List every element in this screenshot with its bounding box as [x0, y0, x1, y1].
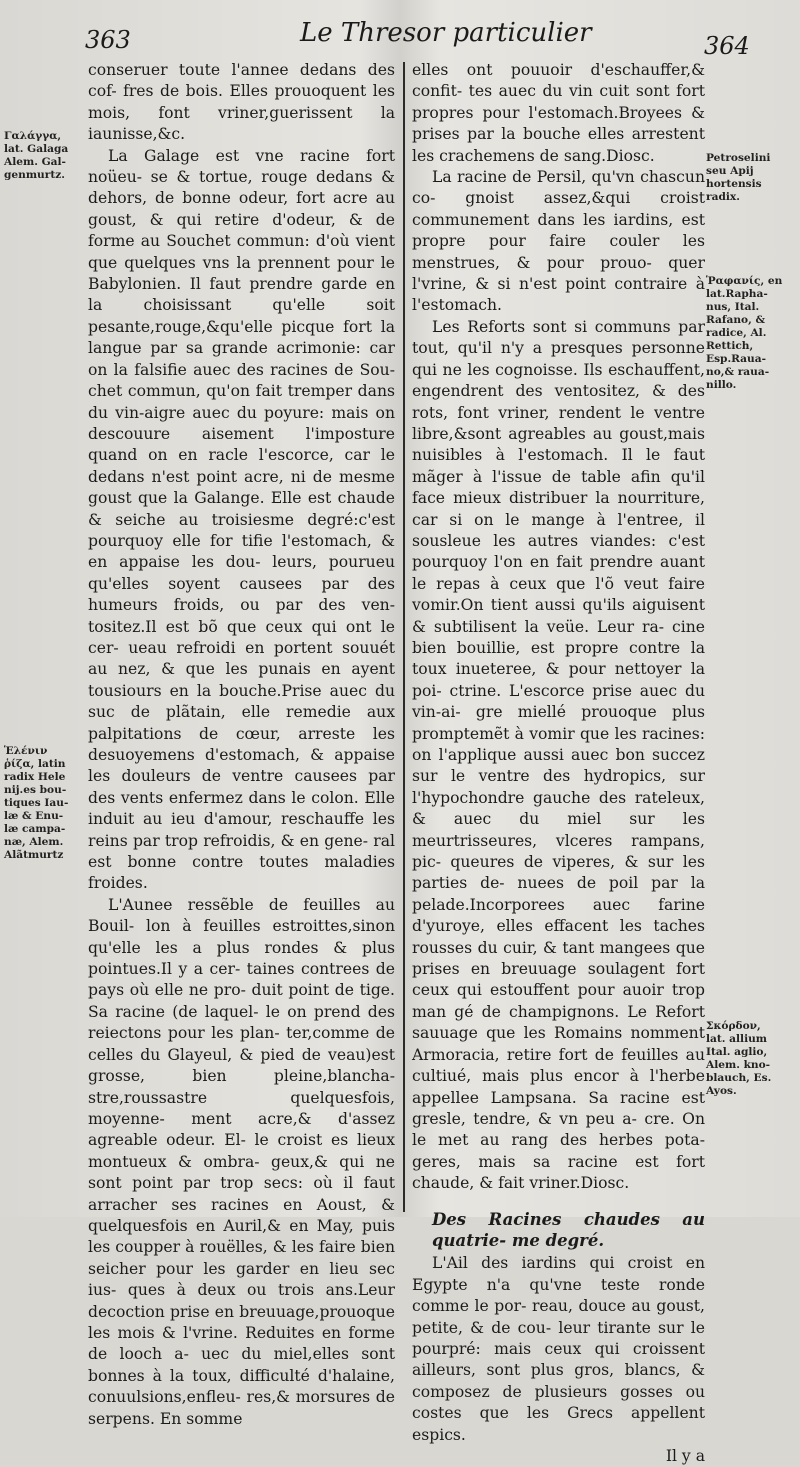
running-title: Le Thresor particulier [300, 18, 592, 48]
margin-note-ail [706, 1020, 786, 1098]
paragraph: conseruer toute l'annee dedans des cof- fres de bois. Elles prouoquent les mois, font vriner,guerissent la iaunisse,&c. [88, 61, 395, 144]
margin-line: Ῥαφανίς, en [706, 275, 783, 287]
margin-line: hortensis [706, 178, 762, 190]
margin-line: Alãtmurtz [4, 849, 64, 861]
running-header [0, 14, 800, 60]
margin-note-refort [706, 275, 786, 392]
margin-line: no,& raua- [706, 366, 770, 378]
margin-line: ῥίζα, latin [4, 758, 66, 770]
margin-line: Rafano, & [706, 314, 766, 326]
margin-line: Alem. kno- [706, 1059, 771, 1071]
paragraph: elles ont pouuoir d'eschauffer,& confit- tes auec du vin cuit sont fort propres pour l'estomach.Broyees & prises par la bouche elles arrestent les crachemens de sang.Diosc. [412, 61, 705, 165]
margin-line: næ, Alem. [4, 836, 64, 848]
margin-line: nus, Ital. [706, 301, 760, 313]
margin-line: seu Apij [706, 165, 754, 177]
margin-line: Ital. aglio, [706, 1046, 768, 1058]
margin-line: Rettich, [706, 340, 754, 352]
margin-line: radix. [706, 191, 740, 203]
margin-line: Petroselini [706, 152, 771, 164]
section-heading: Des Racines chaudes au quatrie- me degré. [432, 1209, 705, 1250]
catchword: Il y a [665, 1447, 705, 1465]
right-column [412, 60, 705, 1467]
margin-line: radice, Al. [706, 327, 767, 339]
margin-line: læ campa- [4, 823, 66, 835]
margin-line: Σκόρδον, [706, 1020, 761, 1032]
left-column [88, 60, 395, 1430]
margin-line: læ & Enu- [4, 810, 64, 822]
margin-line: tiques Iau- [4, 797, 69, 809]
margin-line: genmurtz. [4, 169, 65, 181]
margin-note-aunee [4, 745, 82, 862]
margin-line: lat. allium [706, 1033, 768, 1045]
page-number-right: 364 [704, 32, 750, 60]
margin-line: Alem. Gal- [4, 156, 66, 168]
margin-line: blauch, Es. [706, 1072, 772, 1084]
paragraph: L'Ail des iardins qui croist en Egypte n'a qu'vne teste ronde comme le por- reau, douce au goust, petite, & de cou- leur tirante sur le pourpré: mais ceux qui croissent ailleurs, sont plus gros, blancs, & composez de plusieurs gosses ou costes que les Grecs appellent espics. [412, 1254, 705, 1444]
paragraph: L'Aunee ressẽble de feuilles au Bouil- lon à feuilles estroittes,sinon qu'elle les a plus rondes & plus pointues.Il y a cer- taines contrees de pays où elle ne pro- duit point de tige. Sa racine (de laquel- le on prend des reiectons pour les plan- ter,comme de celles du Glayeul, & pied de veau)est grosse, bien pleine,blancha- stre,roussastre quelquesfois, moyenne- ment acre,& d'assez agreable odeur. El- le croist es lieux montueux & ombra- geux,& qui ne sont point par trop secs: où il faut arracher ses racines en Aoust, & quelquesfois en Auril,& en May, puis les coupper à rouëlles, & les faire bien seicher pour les garder en lieu sec ius- ques à deux ou trois ans.Leur decoction prise en breuuage,prouoque les mois & l'vrine. Reduites en forme de looch a- uec du miel,elles sont bonnes à la toux, difficulté d'halaine, conuulsions,enfleu- res,& morsures de serpens. En somme [88, 895, 395, 1428]
paragraph: La racine de Persil, qu'vn chascun co- gnoist assez,&qui croist communement dans les iardins, est propre pour faire couler les menstrues, & pour prouo- quer l'vrine, & si n'est point contraire à l'estomach. [412, 168, 705, 315]
margin-note-persil [706, 152, 786, 204]
margin-line: lat.Rapha- [706, 288, 768, 300]
margin-line: Esp.Raua- [706, 353, 767, 365]
margin-line: radix Hele [4, 771, 66, 783]
paragraph: Les Reforts sont si communs par tout, qu'il n'y a presques personne qui ne les cognoisse. Ils eschauffent, engendrent des ventositez, & des rots, font vriner, rendent le ventre libre,&sont agreables au goust,mais nuisibles à l'estomach. Il le faut mãger à l'issue de table afin qu'il face mieux distribuer la nourriture, car si on le mange à l'entree, il sousleue les autres viandes: c'est pourquoy l'on en fait prendre auant le repas à ceux que l'õ veut faire vomir.On tient aussi qu'ils aiguisent & subtilisent la veüe. Leur ra- cine bien bouillie, est propre contre la toux inueteree, & pour nettoyer la poi- ctrine. L'escorce prise auec du vin-ai- gre miellé prouoque plus promptemẽt à vomir que les racines: on l'applique aussi auec bon succez sur le ventre des hydropics, sur l'hypochondre gauche des rateleux, & auec du miel sur les meurtrisseures, vlceres rampans, pic- queures de viperes, & sur les parties de- nuees de poil par la pelade.Incorporees auec farine d'yuroye, elles effacent les taches rousses du cuir, & tant mangees que prises en breuuage soulagent fort ceux qui estouffent pour auoir trop man gé de champignons. Le Refort sauuage que les Romains nomment Armoracia, retire fort de feuilles au cultiué, mais plus encor à l'herbe appellee Lampsana. Sa racine est gresle, tendre, & vn peu a- cre. On le met au rang des herbes pota- geres, mais sa racine est fort chaude, & fait vriner.Diosc. [412, 317, 705, 1193]
margin-line: Ἑλένιν [4, 745, 48, 757]
margin-note-galanga [4, 130, 86, 182]
margin-line: Γαλάγγα, [4, 130, 62, 142]
paragraph: La Galage est vne racine fort noüeu- se & tortue, rouge dedans & dehors, de bonne odeur, fort acre au goust, & qui retire d'odeur, & de forme au Souchet commun: d'où vient que quelques vns la prennent pour le Babylonien. Il faut prendre garde en la choisissant qu'elle soit pesante,rouge,&qu'elle picque fort la langue par sa grande acrimonie: car on la falsifie auec des racines de Sou- chet commun, qu'on fait tremper dans du vin-aigre auec du poyure: mais on descouure aisement l'imposture quand on en racle l'escorce, car le dedans n'est point acre, ni de mesme goust que la Galange. Elle est chaude & seiche au troisiesme degré:c'est pourquoy elle for tifie l'estomach, & en appaise les dou- leurs, pourueu qu'elles soyent causees par des humeurs froids, ou par des ven- tositez.Il est bõ que ceux qui ont le cer- ueau refroidi en portent souuét au nez, & que les punais en ayent tousiours en la bouche.Prise auec du suc de plãtain, elle remedie aux palpitations de cœur, arreste les desuoyemens d'estomach, & appaise les douleurs de ventre causees par des vents enfermez dans le colon. Elle induit au ieu d'amour, reschauffe les reins par trop refroidis, & en gene- ral est bonne contre toutes maladies froides. [88, 146, 395, 893]
column-divider [403, 62, 405, 1212]
margin-line: lat. Galaga [4, 143, 69, 155]
margin-line: nillo. [706, 379, 737, 391]
margin-line: Ayos. [706, 1085, 737, 1097]
page-number-left: 363 [85, 26, 131, 54]
margin-line: nij.es bou- [4, 784, 67, 796]
